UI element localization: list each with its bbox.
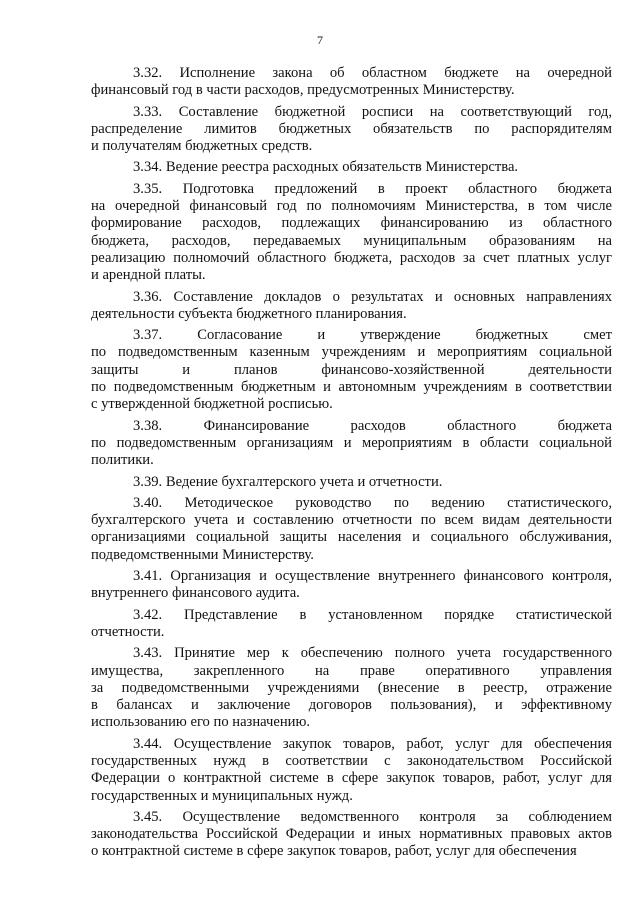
paragraph xyxy=(91,736,612,805)
paragraph-line: 3.38. Финансирование расходов областного бюджета xyxy=(133,417,612,434)
paragraph-line: использованию его по назначению. xyxy=(91,714,311,731)
paragraph xyxy=(91,645,612,731)
paragraph-line: и арендной платы. xyxy=(91,267,206,284)
paragraph xyxy=(91,418,612,470)
paragraph-line: бухгалтерского учета и составлению отчетности по всем видам деятельности xyxy=(91,512,612,529)
paragraph-line: 3.43. Принятие мер к обеспечению полного учета государственного xyxy=(133,645,612,662)
paragraph xyxy=(91,159,612,176)
paragraph-line: внутреннего финансового аудита. xyxy=(91,585,300,602)
paragraph-line: 3.36. Составление докладов о результатах и основных направлениях xyxy=(133,288,612,305)
paragraph-line: по подведомственным казенным учреждениям и мероприятиям социальной xyxy=(91,344,612,361)
paragraph-line: организациями социальной защиты населения и социального обслуживания, xyxy=(91,529,612,546)
paragraph-line: 3.35. Подготовка предложений в проект областного бюджета xyxy=(133,180,612,197)
paragraph xyxy=(91,65,612,100)
paragraph-line: Федерации о контрактной системе в сфере закупок товаров, работ, услуг для xyxy=(91,770,612,787)
paragraph-line: 3.41. Организация и осуществление внутреннего финансового контроля, xyxy=(133,568,612,585)
paragraph-line: государственных нужд в соответствии с законодательством Российской xyxy=(91,752,612,769)
paragraph-line: 3.45. Осуществление ведомственного контроля за соблюдением xyxy=(133,808,612,825)
paragraph-line: в балансах и заключение договоров пользования), и эффективному xyxy=(91,697,612,714)
paragraph xyxy=(91,495,612,564)
paragraph-line: и получателям бюджетных средств. xyxy=(91,138,313,155)
paragraph-line: отчетности. xyxy=(91,623,165,640)
paragraph-line: по подведомственным организациям и мероприятиям в области социальной xyxy=(91,434,612,451)
paragraph-line: по подведомственным бюджетным и автономным учреждениям в соответствии xyxy=(91,379,612,396)
paragraph-line: государственных и муниципальных нужд. xyxy=(91,787,353,804)
paragraph xyxy=(91,607,612,642)
paragraph-line: бюджета, расходов, передаваемых муниципальным образованиям на xyxy=(91,232,612,249)
paragraph-line: распределение лимитов бюджетных обязательств по распорядителям xyxy=(91,120,612,137)
page-number: 7 xyxy=(317,33,323,47)
paragraph xyxy=(91,289,612,324)
paragraph-line: с утвержденной бюджетной росписью. xyxy=(91,396,333,413)
paragraph-line: реализацию полномочий областного бюджета, расходов за счет платных услуг xyxy=(91,249,612,266)
paragraph xyxy=(91,474,612,491)
paragraph xyxy=(91,181,612,285)
paragraph xyxy=(91,104,612,156)
paragraph-line: 3.34. Ведение реестра расходных обязательств Министерства. xyxy=(133,159,519,176)
paragraph xyxy=(91,327,612,413)
paragraph-line: подведомственными Министерству. xyxy=(91,546,314,563)
paragraph-line: 3.33. Составление бюджетной росписи на соответствующий год, xyxy=(133,103,612,120)
paragraph-line: 3.32. Исполнение закона об областном бюджете на очередной xyxy=(133,65,612,81)
paragraph-line: за подведомственными учреждениями (внесение в реестр, отражение xyxy=(91,679,612,696)
paragraph xyxy=(91,568,612,603)
paragraph-line: финансовый год в части расходов, предусмотренных Министерству. xyxy=(91,82,515,99)
paragraph-line: формирование расходов, подлежащих финансированию из областного xyxy=(91,215,612,232)
paragraph-line: законодательства Российской Федерации и иных нормативных правовых актов xyxy=(91,826,612,843)
paragraph-line: 3.39. Ведение бухгалтерского учета и отчетности. xyxy=(133,473,443,490)
paragraph-line: политики. xyxy=(91,452,154,469)
paragraph-line: 3.42. Представление в установленном порядке статистической xyxy=(133,606,612,623)
paragraph-line: 3.44. Осуществление закупок товаров, работ, услуг для обеспечения xyxy=(133,735,612,752)
paragraph xyxy=(91,809,612,861)
paragraph-line: защиты и планов финансово-хозяйственной деятельности xyxy=(91,361,612,378)
paragraph-line: 3.40. Методическое руководство по ведению статистического, xyxy=(133,494,612,511)
paragraph-line: 3.37. Согласование и утверждение бюджетных смет xyxy=(133,327,612,344)
document-body xyxy=(91,65,612,861)
paragraph-line: деятельности субъекта бюджетного планирования. xyxy=(91,305,407,322)
paragraph-line: о контрактной системе в сфере закупок товаров, работ, услуг для обеспечения xyxy=(91,843,577,860)
paragraph-line: на очередной финансовый год по полномочиям Министерства, в том числе xyxy=(91,198,612,215)
paragraph-line: имущества, закрепленного на праве оперативного управления xyxy=(91,662,612,679)
